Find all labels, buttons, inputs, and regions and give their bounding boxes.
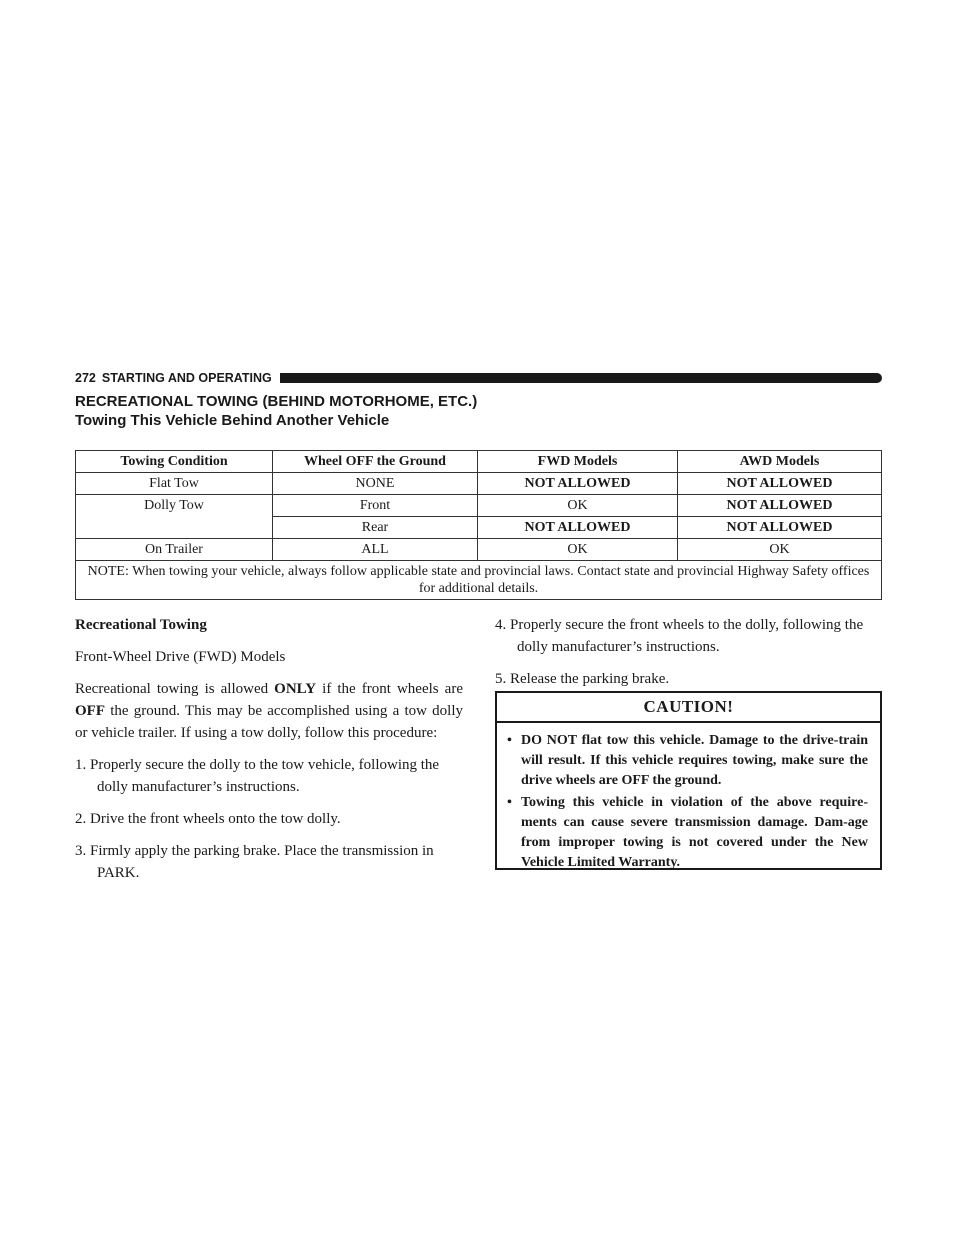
cell-awd: NOT ALLOWED: [678, 495, 882, 517]
cell-awd: NOT ALLOWED: [678, 473, 882, 495]
column-header: FWD Models: [478, 451, 678, 473]
cell-awd: NOT ALLOWED: [678, 517, 882, 539]
cell-fwd: NOT ALLOWED: [478, 473, 678, 495]
table-header-row: [76, 451, 882, 473]
table-note-row: [76, 561, 882, 600]
right-column: [495, 614, 881, 700]
table-row: [76, 495, 882, 517]
page-subtitle: Towing This Vehicle Behind Another Vehicle: [75, 412, 390, 429]
column-header: Towing Condition: [76, 451, 273, 473]
cell-awd: OK: [678, 539, 882, 561]
procedure-step: 3. Firmly apply the parking brake. Place the transmission in PARK.: [75, 843, 434, 881]
cell-fwd: OK: [478, 495, 678, 517]
page-number: 272: [75, 371, 96, 385]
intro-text: the ground. This may be accomplished using a tow dolly or vehicle trailer. If using a tow dolly, follow this procedure:: [75, 703, 463, 741]
procedure-step: 2. Drive the front wheels onto the tow dolly.: [75, 811, 341, 827]
table-row: [76, 539, 882, 561]
procedure-step: 5. Release the parking brake.: [495, 671, 670, 687]
page-header-label: [75, 371, 272, 385]
intro-text: Recreational towing is allowed: [75, 681, 275, 697]
table-row: [76, 517, 882, 539]
caution-item: [507, 793, 868, 873]
cell-wheel: Rear: [273, 517, 478, 539]
cell-condition: On Trailer: [76, 539, 273, 561]
header-rule: [280, 373, 882, 383]
table-row: [76, 473, 882, 495]
intro-emphasis: OFF: [75, 703, 105, 719]
cell-condition: Dolly Tow: [76, 495, 273, 517]
left-column: [75, 614, 463, 894]
caution-text: DO NOT flat tow this vehicle. Damage to the drive-train will result. If this vehicle requires towing, make sure the drive wheels are OFF the ground.: [521, 733, 868, 788]
cell-fwd: NOT ALLOWED: [478, 517, 678, 539]
intro-text: if the front wheels are: [316, 681, 463, 697]
caution-box: [495, 691, 882, 870]
intro-emphasis: ONLY: [274, 681, 317, 697]
intro-paragraph: [75, 678, 463, 744]
towing-table: [75, 450, 882, 600]
procedure-step: 4. Properly secure the front wheels to the dolly, following the dolly manufacturer’s instructions.: [495, 617, 864, 655]
table-note: NOTE: When towing your vehicle, always follow applicable state and provincial laws. Contact state and provincial Highway Safety offices for additional details.: [76, 561, 882, 600]
page-title: RECREATIONAL TOWING (BEHIND MOTORHOME, ETC.): [75, 393, 478, 410]
cell-fwd: OK: [478, 539, 678, 561]
caution-title: CAUTION!: [497, 693, 880, 723]
section-name: STARTING AND OPERATING: [101, 371, 272, 385]
bullet-icon: •: [507, 733, 512, 748]
caution-item: [507, 731, 868, 791]
caution-text: Towing this vehicle in violation of the above require-ments can cause severe transmission damage. Dam-age from improper towing is not covered under the New Vehicle Limited Warranty.: [521, 795, 868, 870]
procedure-step: 1. Properly secure the dolly to the tow vehicle, following the dolly manufacturer’s instructions.: [75, 757, 440, 795]
caution-list: [507, 731, 868, 873]
section-heading: Recreational Towing: [75, 617, 207, 633]
cell-wheel: Front: [273, 495, 478, 517]
bullet-icon: •: [507, 795, 512, 810]
column-header: Wheel OFF the Ground: [273, 451, 478, 473]
column-header: AWD Models: [678, 451, 882, 473]
cell-condition: [76, 517, 273, 539]
cell-wheel: ALL: [273, 539, 478, 561]
section-subheading: Front-Wheel Drive (FWD) Models: [75, 649, 286, 665]
page-header: [75, 368, 882, 388]
cell-wheel: NONE: [273, 473, 478, 495]
cell-condition: Flat Tow: [76, 473, 273, 495]
